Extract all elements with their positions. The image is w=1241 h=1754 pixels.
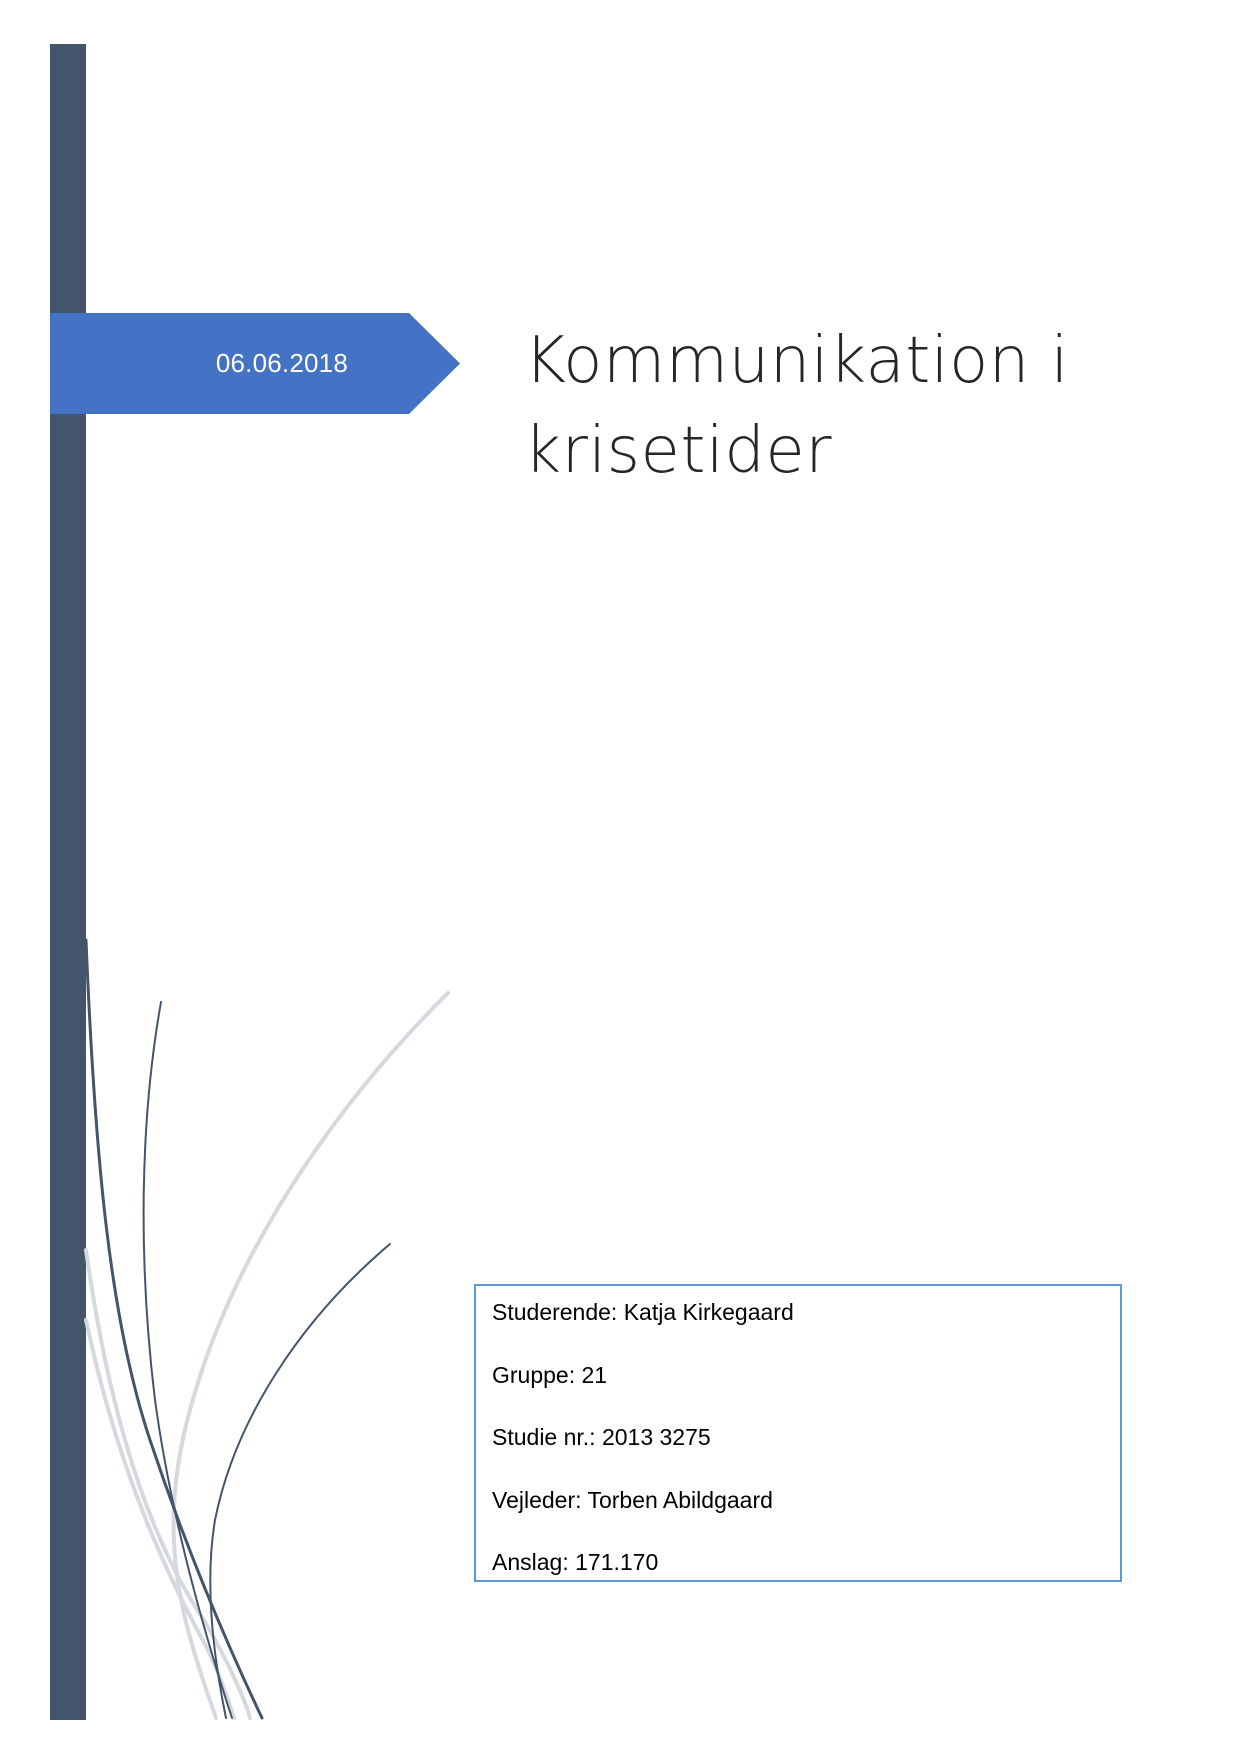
student-info-box xyxy=(474,1284,1122,1582)
group-number: Gruppe: 21 xyxy=(492,1361,608,1388)
title-line: krisetider xyxy=(524,414,833,488)
date-label: 06.06.2018 xyxy=(215,348,348,378)
date-banner xyxy=(50,313,460,414)
supervisor: Vejleder: Torben Abildgaard xyxy=(492,1486,773,1513)
page-title xyxy=(524,316,1164,496)
swoosh-dark-stroke xyxy=(210,1244,390,1718)
study-number: Studie nr.: 2013 3275 xyxy=(492,1424,711,1450)
swoosh-dark-stroke xyxy=(86,940,262,1718)
title-line: Kommunikation i xyxy=(524,324,1069,398)
character-count: Anslag: 171.170 xyxy=(492,1549,659,1575)
student-name: Studerende: Katja Kirkegaard xyxy=(492,1299,794,1325)
swoosh-light-stroke xyxy=(86,1250,250,1718)
